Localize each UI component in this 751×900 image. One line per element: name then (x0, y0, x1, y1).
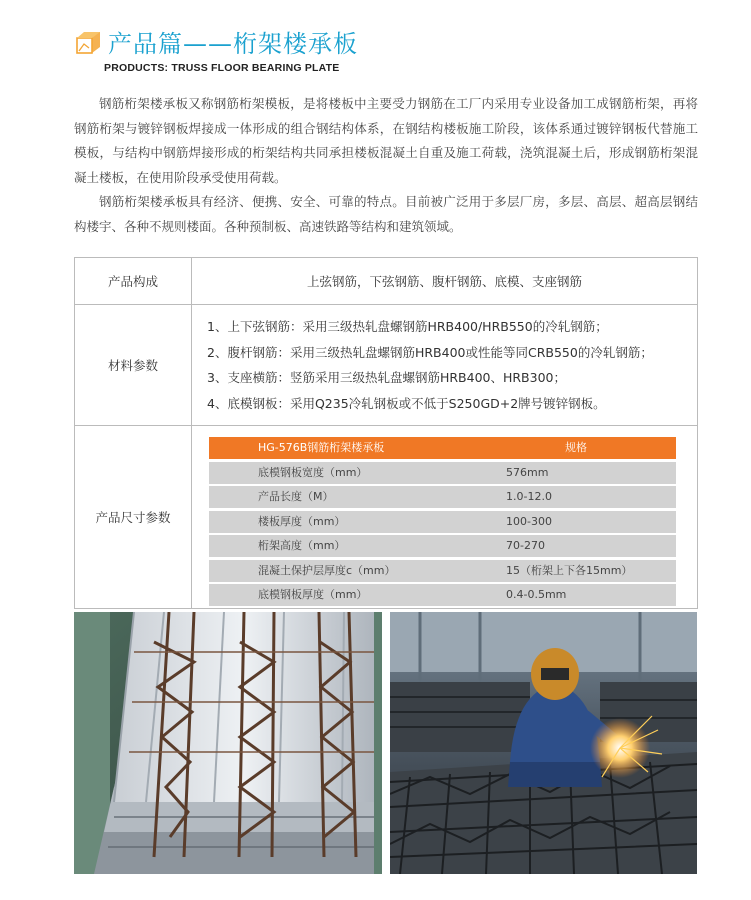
page-subtitle: PRODUCTS: TRUSS FLOOR BEARING PLATE (104, 62, 340, 74)
materials-label: 材料参数 (75, 305, 192, 426)
material-item: 1、上下弦钢筋：采用三级热轧盘螺钢筋HRB400/HRB550的冷轧钢筋； (207, 319, 608, 334)
dimensions-table (209, 437, 676, 606)
dimension-name: 产品长度（M） (258, 490, 334, 503)
dimension-row (209, 560, 676, 582)
box-logo-icon (76, 26, 106, 56)
dimension-row (209, 584, 676, 606)
dimension-name: 底模钢板厚度（mm） (258, 588, 368, 601)
spec-table (74, 257, 698, 609)
dimensions-header-name: HG-576B钢筋桁架楼承板 (258, 441, 385, 454)
dimension-value: 1.0-12.0 (506, 490, 552, 503)
dimension-name: 底模钢板宽度（mm） (258, 465, 368, 479)
dimension-row (209, 535, 676, 557)
page-header (74, 22, 714, 82)
composition-label: 产品构成 (75, 258, 192, 305)
dimension-value: 15（桁架上下各15mm） (506, 563, 633, 577)
dimension-name: 混凝土保护层厚度c（mm） (258, 563, 396, 577)
composition-row (75, 258, 698, 305)
page-title: 产品篇——桁架楼承板 (108, 30, 358, 58)
intro-paragraph: 钢筋桁架楼承板具有经济、便携、安全、可靠的特点。目前被广泛用于多层厂房，多层、高层、超高层钢结构楼宇、各种不规则楼面。各种预制板、高速铁路等结构和建筑领域。 (74, 194, 698, 234)
dimensions-label: 产品尺寸参数 (75, 426, 192, 609)
intro-text (74, 92, 698, 239)
truss-deck-photo (74, 612, 382, 874)
materials-row (75, 305, 698, 426)
dimension-value: 0.4-0.5mm (506, 588, 567, 601)
welding-photo (390, 612, 697, 874)
dimensions-header-spec: 规格 (565, 441, 587, 454)
dimension-value: 70-270 (506, 539, 545, 552)
material-item: 2、腹杆钢筋：采用三级热轧盘螺钢筋HRB400或性能等同CRB550的冷轧钢筋； (207, 344, 653, 360)
dimension-name: 桁架高度（mm） (258, 539, 346, 552)
dimension-row (209, 462, 676, 484)
dimension-value: 576mm (506, 465, 549, 479)
dimension-row (209, 511, 676, 533)
dimensions-header (209, 437, 676, 459)
material-item: 3、支座横筋：竖筋采用三级热轧盘螺钢筋HRB400、HRB300； (207, 370, 566, 385)
material-item: 4、底模钢板：采用Q235冷轧钢板或不低于S250GD+2牌号镀锌钢板。 (207, 395, 606, 411)
intro-paragraph: 钢筋桁架楼承板又称钢筋桁架模板，是将楼板中主要受力钢筋在工厂内采用专业设备加工成钢筋桁架，再将钢筋桁架与镀锌钢板焊接成一体形成的组合钢结构体系，在钢结构楼板施工阶段，该体系通过镀锌钢板代替施工模板，与结构中钢筋焊接形成的桁架结构共同承担楼板混凝土自重及施工荷载，浇筑混凝土后，形成钢筋桁架混凝土楼板，在使用阶段承受使用荷载。 (74, 96, 698, 185)
dimension-name: 楼板厚度（mm） (258, 514, 346, 528)
materials-list (192, 305, 698, 426)
dimensions-row (75, 426, 698, 609)
dimension-row (209, 486, 676, 508)
dimension-value: 100-300 (506, 514, 552, 528)
composition-value: 上弦钢筋，下弦钢筋、腹杆钢筋、底模、支座钢筋 (192, 258, 698, 305)
